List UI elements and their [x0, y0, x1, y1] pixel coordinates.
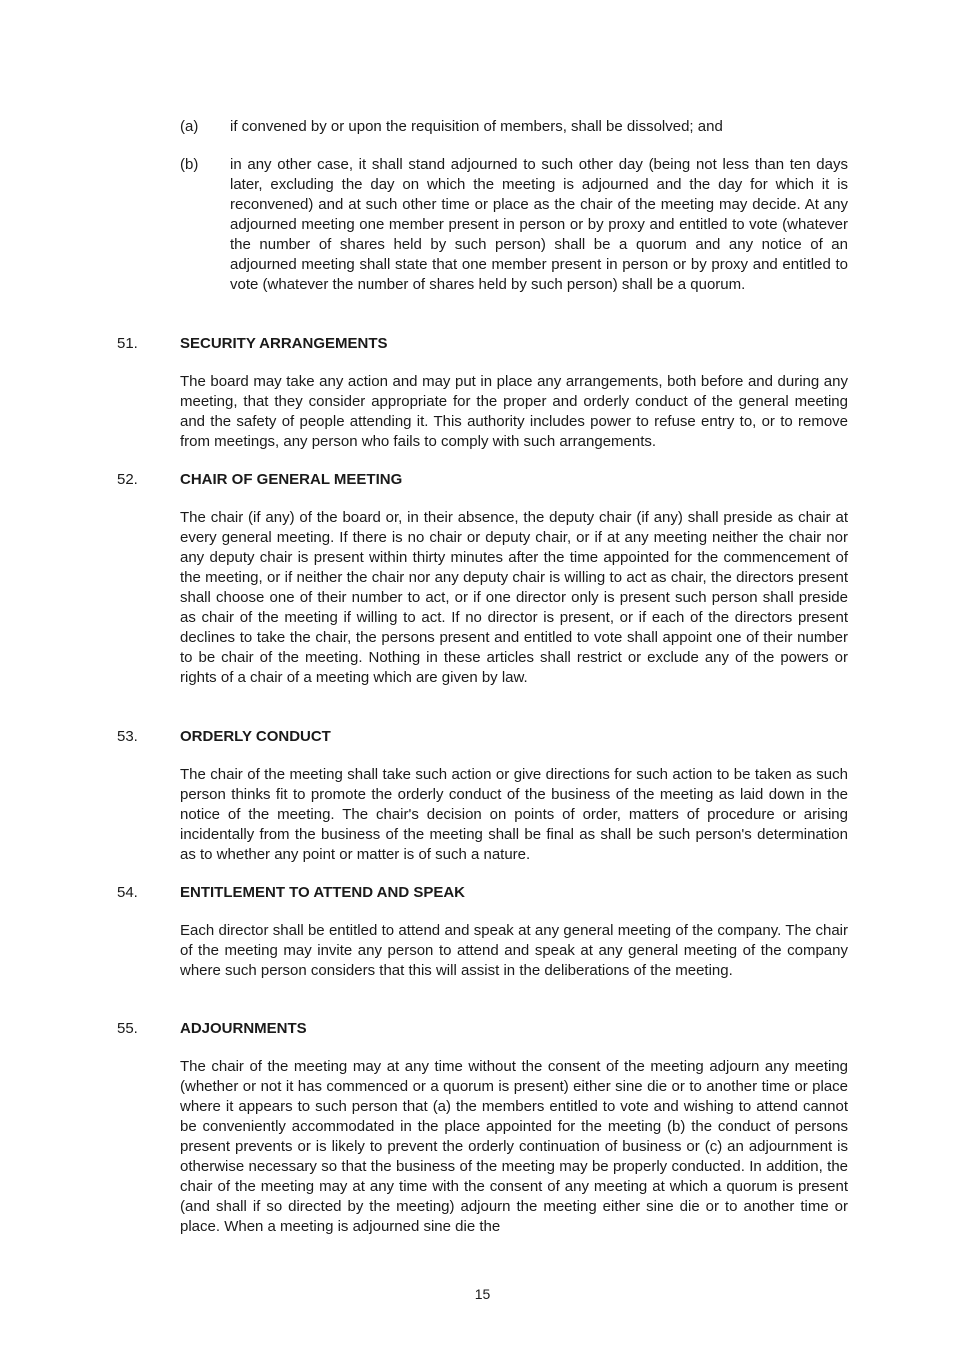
subitem-marker: (a): [180, 118, 199, 135]
subitem-marker: (b): [180, 156, 199, 173]
section-title: ENTITLEMENT TO ATTEND AND SPEAK: [180, 884, 465, 901]
subitem-text: in any other case, it shall stand adjourned to such other day (being not less than ten days later, excluding the day on which the meeting is adjourned and the day for which it is reconvened) and at such other time or place as the chair of the meeting may decide. At any adjourned meeting one member present in person or by proxy and entitled to vote (whatever the number of shares held by such person) shall be a quorum and any notice of an adjourned meeting shall state that one member present in person or by proxy and entitled to vote (whatever the number of shares held by such person) shall be a quorum.: [230, 156, 848, 293]
section-body-53: The chair of the meeting shall take such action or give directions for such action to be taken as such person thinks fit to promote the orderly conduct of the business of the meeting as laid down in the notice of the meeting. The chair's decision on points of order, matters of procedure or arising incidentally from the business of the meeting shall be final as shall be such person's determination as to whether any point or matter is of such a nature.: [180, 766, 848, 863]
section-number: 55.: [117, 1020, 138, 1037]
section-number: 54.: [117, 884, 138, 901]
section-title: ORDERLY CONDUCT: [180, 728, 331, 745]
subitem-text: if convened by or upon the requisition of members, shall be dissolved; and: [230, 118, 723, 135]
subitem-b: [180, 155, 848, 295]
section-number: 51.: [117, 335, 138, 352]
section-number: 53.: [117, 728, 138, 745]
section-number: 52.: [117, 471, 138, 488]
section-body-54: Each director shall be entitled to attend and speak at any general meeting of the company. The chair of the meeting may invite any person to attend and speak at any general meeting of the company where such person considers that this will assist in the deliberations of the meeting.: [180, 922, 848, 979]
page-number: 15: [474, 1286, 491, 1302]
section-title: ADJOURNMENTS: [180, 1020, 307, 1037]
subitem-a: [180, 117, 848, 137]
section-body-51: The board may take any action and may put in place any arrangements, both before and during any meeting, that they consider appropriate for the proper and orderly conduct of the general meeting and the safety of people attending it. This authority includes power to refuse entry to, or to remove from meetings, any person who fails to comply with such arrangements.: [180, 373, 848, 450]
section-body-52: The chair (if any) of the board or, in their absence, the deputy chair (if any) shall preside as chair at every general meeting. If there is no chair or deputy chair, or if at any meeting neither the chair nor any deputy chair is present within thirty minutes after the time appointed for the commencement of the meeting, or if neither the chair nor any deputy chair is willing to act as chair, the directors present shall choose one of their number to act, or if one director only is present such person shall preside as chair of the meeting if willing to act. If no director is present, or if each of the directors present declines to take the chair, the persons present and entitled to vote shall appoint one of their number to be chair of the meeting. Nothing in these articles shall restrict or exclude any of the powers or rights of a chair of a meeting which are given by law.: [180, 509, 848, 686]
section-title: SECURITY ARRANGEMENTS: [180, 335, 388, 352]
section-body-55: The chair of the meeting may at any time without the consent of the meeting adjourn any meeting (whether or not it has commenced or a quorum is present) either sine die or to another time or place where it appears to such person that (a) the members entitled to vote and wishing to attend cannot be conveniently accommodated in the place appointed for the meeting (b) the conduct of persons present prevents or is likely to prevent the orderly continuation of business or (c) an adjournment is otherwise necessary so that the business of the meeting may be properly conducted. In addition, the chair of the meeting may at any time with the consent of any meeting at which a quorum is present (and shall if so directed by the meeting) adjourn the meeting either sine die or to another time or place. When a meeting is adjourned sine die the: [180, 1058, 848, 1235]
section-title: CHAIR OF GENERAL MEETING: [180, 471, 403, 488]
